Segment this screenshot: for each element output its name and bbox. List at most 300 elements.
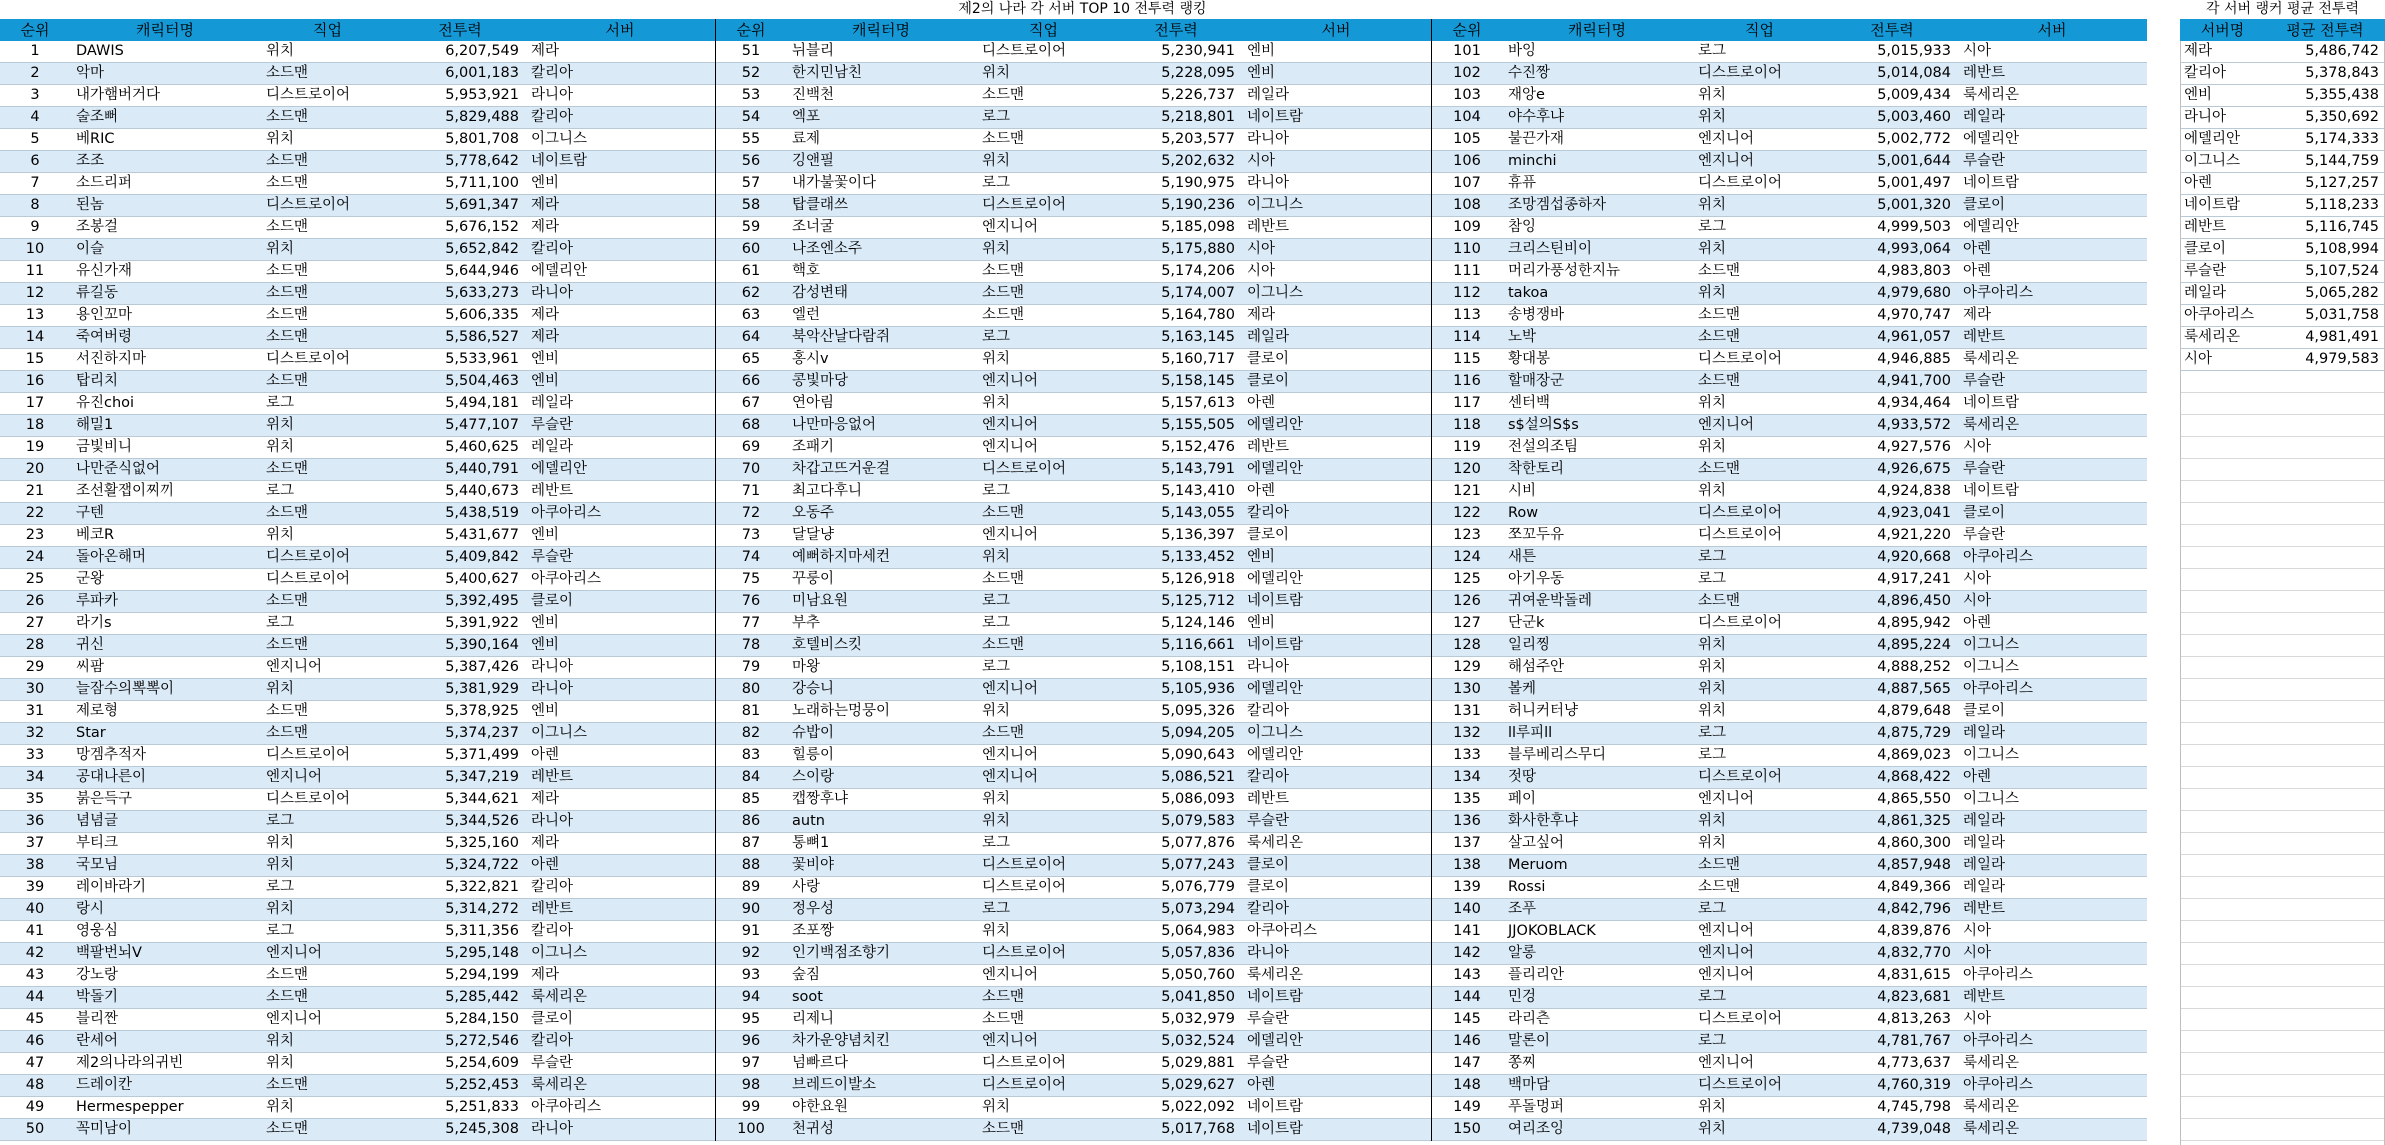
character-name-cell: 캡짱후냐 — [792, 791, 849, 807]
rank-cell: 36 — [25, 813, 45, 829]
job-cell: 로그 — [982, 659, 1011, 675]
server-cell: 칼리아 — [531, 109, 574, 125]
server-cell: 제라 — [1247, 307, 1276, 323]
server-cell: 네이트람 — [1247, 1121, 1304, 1137]
table-row — [1432, 173, 2147, 195]
job-cell: 위치 — [266, 439, 295, 455]
combat-power-cell: 5,077,876 — [1161, 835, 1235, 851]
rank-cell: 87 — [741, 835, 761, 851]
character-name-cell: 조패기 — [792, 439, 835, 455]
combat-power-cell: 5,136,397 — [1161, 527, 1235, 543]
rank-cell: 55 — [741, 131, 761, 147]
character-name-cell: 야한요원 — [792, 1099, 849, 1115]
server-cell: 에델리안 — [1247, 747, 1304, 763]
job-cell: 소드맨 — [982, 725, 1025, 741]
rank-cell: 120 — [1453, 461, 1481, 477]
server-cell: 클로이 — [1247, 879, 1290, 895]
character-name-cell: Rossi — [1508, 879, 1546, 895]
character-name-cell: 붉은득구 — [76, 791, 133, 807]
character-name-cell: 료제 — [792, 131, 821, 147]
combat-power-cell: 4,861,325 — [1877, 813, 1951, 829]
character-name-cell: 돌아온해머 — [76, 549, 147, 565]
server-cell: 레일라 — [1963, 835, 2006, 851]
character-name-cell: 조조 — [76, 153, 105, 169]
job-cell: 로그 — [982, 593, 1011, 609]
job-cell: 소드맨 — [1698, 593, 1741, 609]
job-cell: 로그 — [1698, 43, 1727, 59]
header-job: 직업 — [1029, 21, 1058, 39]
average-power-cell: 5,107,524 — [2305, 263, 2379, 279]
rank-cell: 8 — [30, 197, 40, 213]
server-cell: 제라 — [531, 835, 560, 851]
server-cell: 레반트 — [531, 483, 574, 499]
character-name-cell: 한지민남친 — [792, 65, 863, 81]
rank-cell: 85 — [741, 791, 761, 807]
combat-power-cell: 5,164,780 — [1161, 307, 1235, 323]
server-cell: 네이트람 — [1247, 593, 1304, 609]
job-cell: 위치 — [982, 395, 1011, 411]
character-name-cell: 호텔비스킷 — [792, 637, 863, 653]
rank-cell: 14 — [25, 329, 45, 345]
rank-cell: 13 — [25, 307, 45, 323]
job-cell: 위치 — [982, 549, 1011, 565]
job-cell: 엔지니어 — [1698, 153, 1755, 169]
combat-power-cell: 4,946,885 — [1877, 351, 1951, 367]
server-average-row — [2180, 85, 2385, 107]
table-row — [716, 1119, 1431, 1141]
side-header-server: 서버명 — [2200, 21, 2245, 39]
character-name-cell: 박돌기 — [76, 989, 119, 1005]
character-name-cell: 조포짱 — [792, 923, 835, 939]
table-row — [716, 503, 1431, 525]
character-name-cell: 야수후냐 — [1508, 109, 1565, 125]
rank-cell: 70 — [741, 461, 761, 477]
job-cell: 위치 — [1698, 241, 1727, 257]
character-name-cell: 국모님 — [76, 857, 119, 873]
character-name-cell: 탑클래쓰 — [792, 197, 849, 213]
table-row — [1432, 635, 2147, 657]
combat-power-cell: 5,022,092 — [1161, 1099, 1235, 1115]
job-cell: 엔지니어 — [266, 659, 323, 675]
table-row — [716, 261, 1431, 283]
combat-power-cell: 4,842,796 — [1877, 901, 1951, 917]
server-cell: 에델리안 — [1963, 131, 2020, 147]
job-cell: 엔지니어 — [982, 1033, 1039, 1049]
server-cell: 시아 — [1963, 593, 1992, 609]
job-cell: 위치 — [1698, 835, 1727, 851]
character-name-cell: 나조엔소주 — [792, 241, 863, 257]
character-name-cell: 감성변태 — [792, 285, 849, 301]
combat-power-cell: 5,076,779 — [1161, 879, 1235, 895]
table-row — [1432, 151, 2147, 173]
character-name-cell: 화사한후냐 — [1508, 813, 1579, 829]
table-row — [0, 1097, 715, 1119]
server-cell: 룩세리온 — [1963, 1055, 2020, 1071]
average-power-cell: 5,127,257 — [2305, 175, 2379, 191]
server-name-cell: 제라 — [2184, 43, 2213, 59]
combat-power-cell: 4,887,565 — [1877, 681, 1951, 697]
table-row — [716, 283, 1431, 305]
rank-cell: 112 — [1453, 285, 1481, 301]
job-cell: 소드맨 — [266, 263, 309, 279]
rank-cell: 33 — [25, 747, 45, 763]
job-cell: 로그 — [266, 483, 295, 499]
character-name-cell: 꽃비야 — [792, 857, 835, 873]
combat-power-cell: 5,041,850 — [1161, 989, 1235, 1005]
server-cell: 아렌 — [1963, 241, 1992, 257]
table-row — [1432, 745, 2147, 767]
rank-cell: 28 — [25, 637, 45, 653]
server-cell: 루슬란 — [1963, 461, 2006, 477]
table-row — [716, 635, 1431, 657]
combat-power-cell: 4,823,681 — [1877, 989, 1951, 1005]
rank-cell: 137 — [1453, 835, 1481, 851]
job-cell: 디스트로이어 — [1698, 175, 1783, 191]
average-power-cell: 5,174,333 — [2305, 131, 2379, 147]
table-row — [716, 657, 1431, 679]
job-cell: 위치 — [266, 857, 295, 873]
combat-power-cell: 5,409,842 — [445, 549, 519, 565]
table-row — [0, 41, 715, 63]
server-cell: 엔비 — [531, 373, 560, 389]
table-row — [1432, 393, 2147, 415]
character-name-cell: 브레드이발소 — [792, 1077, 877, 1093]
combat-power-cell: 5,228,095 — [1161, 65, 1235, 81]
character-name-cell: 엘런 — [792, 307, 821, 323]
table-row — [716, 877, 1431, 899]
rank-cell: 26 — [25, 593, 45, 609]
combat-power-cell: 5,371,499 — [445, 747, 519, 763]
rank-cell: 116 — [1453, 373, 1481, 389]
combat-power-cell: 4,993,064 — [1877, 241, 1951, 257]
server-cell: 레반트 — [531, 769, 574, 785]
combat-power-cell: 4,813,263 — [1877, 1011, 1951, 1027]
character-name-cell: 휴퓨 — [1508, 175, 1537, 191]
server-cell: 라니아 — [531, 659, 574, 675]
server-average-row — [2180, 283, 2385, 305]
table-row — [716, 63, 1431, 85]
table-row — [716, 305, 1431, 327]
server-cell: 이그니스 — [1247, 285, 1304, 301]
combat-power-cell: 5,124,146 — [1161, 615, 1235, 631]
server-cell: 에델리안 — [1247, 461, 1304, 477]
character-name-cell: 홍시v — [792, 351, 829, 367]
rank-cell: 102 — [1453, 65, 1481, 81]
job-cell: 디스트로이어 — [1698, 1077, 1783, 1093]
average-power-cell: 4,979,583 — [2305, 351, 2379, 367]
rank-cell: 115 — [1453, 351, 1481, 367]
combat-power-cell: 5,953,921 — [445, 87, 519, 103]
combat-power-cell: 5,086,093 — [1161, 791, 1235, 807]
table-row — [1432, 899, 2147, 921]
job-cell: 디스트로이어 — [266, 747, 351, 763]
rank-cell: 92 — [741, 945, 761, 961]
server-cell: 클로이 — [1247, 527, 1290, 543]
combat-power-cell: 5,801,708 — [445, 131, 519, 147]
server-cell: 칼리아 — [1247, 505, 1290, 521]
rank-cell: 129 — [1453, 659, 1481, 675]
rank-cell: 135 — [1453, 791, 1481, 807]
server-average-row — [2180, 349, 2385, 371]
server-cell: 아쿠아리스 — [1247, 923, 1318, 939]
job-cell: 엔지니어 — [982, 439, 1039, 455]
character-name-cell: Meruom — [1508, 857, 1568, 873]
character-name-cell: 머리가풍성한지뉴 — [1508, 263, 1621, 279]
rank-cell: 80 — [741, 681, 761, 697]
table-row — [716, 459, 1431, 481]
rank-cell: 43 — [25, 967, 45, 983]
character-name-cell: 스이랑 — [792, 769, 835, 785]
table-row — [716, 1009, 1431, 1031]
job-cell: 소드맨 — [266, 725, 309, 741]
table-row — [716, 437, 1431, 459]
character-name-cell: 미남요원 — [792, 593, 849, 609]
rank-cell: 15 — [25, 351, 45, 367]
job-cell: 위치 — [1698, 197, 1727, 213]
job-cell: 로그 — [1698, 901, 1727, 917]
combat-power-cell: 5,001,497 — [1877, 175, 1951, 191]
rank-cell: 90 — [741, 901, 761, 917]
table-row — [716, 525, 1431, 547]
character-name-cell: 센터백 — [1508, 395, 1551, 411]
job-cell: 위치 — [982, 791, 1011, 807]
rank-cell: 12 — [25, 285, 45, 301]
combat-power-cell: 5,387,426 — [445, 659, 519, 675]
job-cell: 로그 — [982, 901, 1011, 917]
server-cell: 루슬란 — [1247, 813, 1290, 829]
table-row — [0, 217, 715, 239]
job-cell: 디스트로이어 — [982, 1077, 1067, 1093]
rank-cell: 118 — [1453, 417, 1481, 433]
job-cell: 로그 — [1698, 725, 1727, 741]
character-name-cell: 할매장군 — [1508, 373, 1565, 389]
empty-row — [2180, 877, 2385, 899]
empty-row — [2180, 525, 2385, 547]
server-cell: 에델리안 — [531, 461, 588, 477]
combat-power-cell: 4,924,838 — [1877, 483, 1951, 499]
server-cell: 아쿠아리스 — [531, 571, 602, 587]
character-name-cell: 드레이칸 — [76, 1077, 133, 1093]
job-cell: 위치 — [266, 131, 295, 147]
table-row — [716, 85, 1431, 107]
table-row — [716, 327, 1431, 349]
job-cell: 소드맨 — [1698, 857, 1741, 873]
table-row — [1432, 943, 2147, 965]
server-cell: 칼리아 — [531, 923, 574, 939]
character-name-cell: 핵호 — [792, 263, 821, 279]
character-name-cell: 오동주 — [792, 505, 835, 521]
character-name-cell: 넘빠르다 — [792, 1055, 849, 1071]
table-row — [0, 701, 715, 723]
server-cell: 칼리아 — [531, 879, 574, 895]
job-cell: 엔지니어 — [982, 747, 1039, 763]
character-name-cell: 쫑찌 — [1508, 1055, 1537, 1071]
job-cell: 소드맨 — [266, 285, 309, 301]
combat-power-cell: 5,778,642 — [445, 153, 519, 169]
job-cell: 소드맨 — [982, 637, 1025, 653]
combat-power-cell: 5,285,442 — [445, 989, 519, 1005]
rank-cell: 27 — [25, 615, 45, 631]
server-name-cell: 클로이 — [2184, 241, 2227, 257]
table-row — [0, 877, 715, 899]
character-name-cell: 내가햄버거다 — [76, 87, 161, 103]
combat-power-cell: 4,895,224 — [1877, 637, 1951, 653]
rank-cell: 46 — [25, 1033, 45, 1049]
character-name-cell: 깅앤필 — [792, 153, 835, 169]
table-row — [0, 195, 715, 217]
job-cell: 위치 — [1698, 681, 1727, 697]
rank-cell: 49 — [25, 1099, 45, 1115]
table-row — [1432, 591, 2147, 613]
character-name-cell: 레이바라기 — [76, 879, 147, 895]
combat-power-cell: 5,347,219 — [445, 769, 519, 785]
empty-row — [2180, 767, 2385, 789]
combat-power-cell: 5,158,145 — [1161, 373, 1235, 389]
combat-power-cell: 4,832,770 — [1877, 945, 1951, 961]
character-name-cell: 달달냥 — [792, 527, 835, 543]
combat-power-cell: 5,440,791 — [445, 461, 519, 477]
table-row — [0, 1009, 715, 1031]
rank-cell: 17 — [25, 395, 45, 411]
character-name-cell: 예뻐하지마세컨 — [792, 549, 891, 565]
character-name-cell: 황대봉 — [1508, 351, 1551, 367]
character-name-cell: 조선활잽이찌끼 — [76, 483, 175, 499]
side-body — [2180, 41, 2385, 1141]
server-cell: 시아 — [1963, 945, 1992, 961]
combat-power-cell: 5,254,609 — [445, 1055, 519, 1071]
server-cell: 레일라 — [1247, 329, 1290, 345]
character-name-cell: 망겜추적자 — [76, 747, 147, 763]
server-cell: 네이트람 — [1247, 637, 1304, 653]
rank-cell: 69 — [741, 439, 761, 455]
rank-cell: 113 — [1453, 307, 1481, 323]
character-name-cell: 꼭미남이 — [76, 1121, 133, 1137]
table-row — [716, 195, 1431, 217]
table-row — [1432, 503, 2147, 525]
character-name-cell: 민겅 — [1508, 989, 1537, 1005]
combat-power-cell: 6,001,183 — [445, 65, 519, 81]
table-row — [1432, 1097, 2147, 1119]
rank-cell: 96 — [741, 1033, 761, 1049]
rank-cell: 133 — [1453, 747, 1481, 763]
combat-power-cell: 5,633,273 — [445, 285, 519, 301]
table-row — [0, 481, 715, 503]
job-cell: 엔지니어 — [1698, 1055, 1755, 1071]
server-cell: 에델리안 — [1247, 417, 1304, 433]
rank-cell: 16 — [25, 373, 45, 389]
character-name-cell: 금빛비니 — [76, 439, 133, 455]
empty-row — [2180, 1119, 2385, 1141]
combat-power-cell: 5,477,107 — [445, 417, 519, 433]
server-cell: 네이트람 — [531, 153, 588, 169]
header-character-name: 캐릭터명 — [852, 21, 910, 39]
table-row — [0, 855, 715, 877]
table-row — [716, 1053, 1431, 1075]
job-cell: 디스트로이어 — [1698, 769, 1783, 785]
table-row — [0, 327, 715, 349]
rank-cell: 1 — [30, 43, 40, 59]
rank-cell: 81 — [741, 703, 761, 719]
job-cell: 엔지니어 — [982, 527, 1039, 543]
rank-cell: 76 — [741, 593, 761, 609]
character-name-cell: 시비 — [1508, 483, 1537, 499]
job-cell: 소드맨 — [266, 989, 309, 1005]
rank-cell: 37 — [25, 835, 45, 851]
rank-cell: 83 — [741, 747, 761, 763]
character-name-cell: 루파카 — [76, 593, 119, 609]
rank-cell: 62 — [741, 285, 761, 301]
combat-power-cell: 5,644,946 — [445, 263, 519, 279]
job-cell: 위치 — [1698, 659, 1727, 675]
job-cell: 위치 — [982, 703, 1011, 719]
character-name-cell: 최고다후니 — [792, 483, 863, 499]
combat-power-cell: 4,781,767 — [1877, 1033, 1951, 1049]
rank-cell: 21 — [25, 483, 45, 499]
rank-cell: 20 — [25, 461, 45, 477]
character-name-cell: 아기우동 — [1508, 571, 1565, 587]
server-cell: 엔비 — [531, 527, 560, 543]
server-average-row — [2180, 239, 2385, 261]
empty-row — [2180, 371, 2385, 393]
character-name-cell: 바잉 — [1508, 43, 1537, 59]
job-cell: 소드맨 — [266, 461, 309, 477]
rank-cell: 142 — [1453, 945, 1481, 961]
table-row — [716, 833, 1431, 855]
character-name-cell: 엑포 — [792, 109, 821, 125]
server-cell: 클로이 — [1247, 857, 1290, 873]
character-name-cell: 전설의조팀 — [1508, 439, 1579, 455]
empty-row — [2180, 1075, 2385, 1097]
table-row — [716, 547, 1431, 569]
character-name-cell: 정우성 — [792, 901, 835, 917]
server-cell: 이그니스 — [1963, 659, 2020, 675]
table-row — [1432, 1053, 2147, 1075]
server-cell: 시아 — [1247, 263, 1276, 279]
table-row — [1432, 921, 2147, 943]
server-average-row — [2180, 41, 2385, 63]
rank-cell: 144 — [1453, 989, 1481, 1005]
rank-cell: 34 — [25, 769, 45, 785]
server-cell: 아렌 — [1247, 483, 1276, 499]
empty-row — [2180, 591, 2385, 613]
character-name-cell: 콩빛마당 — [792, 373, 849, 389]
rank-cell: 99 — [741, 1099, 761, 1115]
server-average-row — [2180, 217, 2385, 239]
table-row — [0, 1031, 715, 1053]
rank-cell: 82 — [741, 725, 761, 741]
average-power-cell: 4,981,491 — [2305, 329, 2379, 345]
job-cell: 소드맨 — [266, 505, 309, 521]
rank-cell: 19 — [25, 439, 45, 455]
job-cell: 디스트로이어 — [266, 571, 351, 587]
rank-cell: 138 — [1453, 857, 1481, 873]
server-cell: 칼리아 — [1247, 703, 1290, 719]
server-name-cell: 에델리안 — [2184, 131, 2241, 147]
table-row — [1432, 63, 2147, 85]
character-name-cell: 단군k — [1508, 615, 1545, 631]
combat-power-cell: 4,926,675 — [1877, 461, 1951, 477]
server-cell: 루슬란 — [531, 417, 574, 433]
rank-cell: 66 — [741, 373, 761, 389]
table-row — [0, 129, 715, 151]
rank-cell: 148 — [1453, 1077, 1481, 1093]
header-job: 직업 — [313, 21, 342, 39]
rank-cell: 30 — [25, 681, 45, 697]
rank-cell: 38 — [25, 857, 45, 873]
table-row — [1432, 525, 2147, 547]
rank-cell: 106 — [1453, 153, 1481, 169]
rank-cell: 58 — [741, 197, 761, 213]
